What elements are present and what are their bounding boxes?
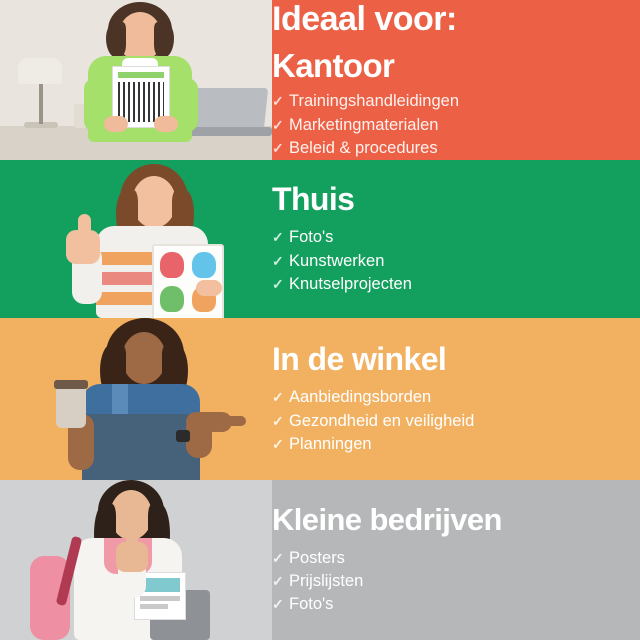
band-kleine-bedrijven: [0, 480, 640, 640]
band-winkel: [0, 318, 640, 480]
photo-kleine-bedrijven: [0, 480, 272, 640]
bullet-label: Foto's: [289, 595, 334, 614]
check-icon: ✓: [272, 412, 284, 429]
band-title-kleine-bedrijven: Kleine bedrijven: [272, 502, 502, 538]
bullet-list-winkel: [272, 386, 630, 456]
bullet-label: Foto's: [289, 228, 334, 247]
list-item: [272, 593, 630, 616]
check-icon: ✓: [272, 573, 284, 590]
list-item: [272, 90, 630, 113]
bullet-list-kantoor: [272, 90, 630, 160]
bullet-list-thuis: [272, 226, 630, 296]
text-kleine-bedrijven: [272, 480, 640, 640]
list-item: [272, 250, 630, 273]
band-thuis: [0, 160, 640, 318]
bullet-label: Marketingmaterialen: [289, 115, 439, 134]
check-icon: ✓: [272, 140, 284, 157]
bullet-label: Kunstwerken: [289, 251, 385, 270]
bullet-label: Trainingshandleidingen: [289, 92, 460, 111]
list-item: [272, 273, 630, 296]
bullet-list-kleine-bedrijven: [272, 547, 630, 617]
poster-headline: Ideaal voor:: [272, 0, 457, 38]
check-icon: ✓: [272, 252, 284, 269]
check-icon: ✓: [272, 275, 284, 292]
band-title-winkel: In de winkel: [272, 340, 447, 377]
bullet-label: Beleid & procedures: [289, 139, 438, 158]
bullet-label: Gezondheid en veiligheid: [289, 411, 475, 430]
list-item: [272, 226, 630, 249]
check-icon: ✓: [272, 229, 284, 246]
check-icon: ✓: [272, 116, 284, 133]
bullet-label: Planningen: [289, 434, 372, 453]
band-title-kantoor: Kantoor: [272, 46, 395, 84]
list-item: [272, 433, 630, 456]
text-kantoor: [272, 0, 640, 160]
bullet-label: Prijslijsten: [289, 572, 364, 591]
list-item: [272, 386, 630, 409]
list-item: [272, 570, 630, 593]
text-winkel: [272, 318, 640, 480]
list-item: [272, 547, 630, 570]
text-thuis: [272, 160, 640, 318]
check-icon: ✓: [272, 596, 284, 613]
bullet-label: Posters: [289, 548, 345, 567]
list-item: [272, 410, 630, 433]
check-icon: ✓: [272, 93, 284, 110]
photo-thuis: [0, 160, 272, 318]
photo-winkel: [0, 318, 272, 480]
check-icon: ✓: [272, 435, 284, 452]
bullet-label: Aanbiedingsborden: [289, 388, 432, 407]
check-icon: ✓: [272, 549, 284, 566]
list-item: [272, 114, 630, 137]
check-icon: ✓: [272, 389, 284, 406]
bullet-label: Knutselprojecten: [289, 274, 412, 293]
photo-kantoor: [0, 0, 272, 160]
band-title-thuis: Thuis: [272, 180, 355, 217]
list-item: [272, 137, 630, 160]
band-kantoor: [0, 0, 640, 160]
